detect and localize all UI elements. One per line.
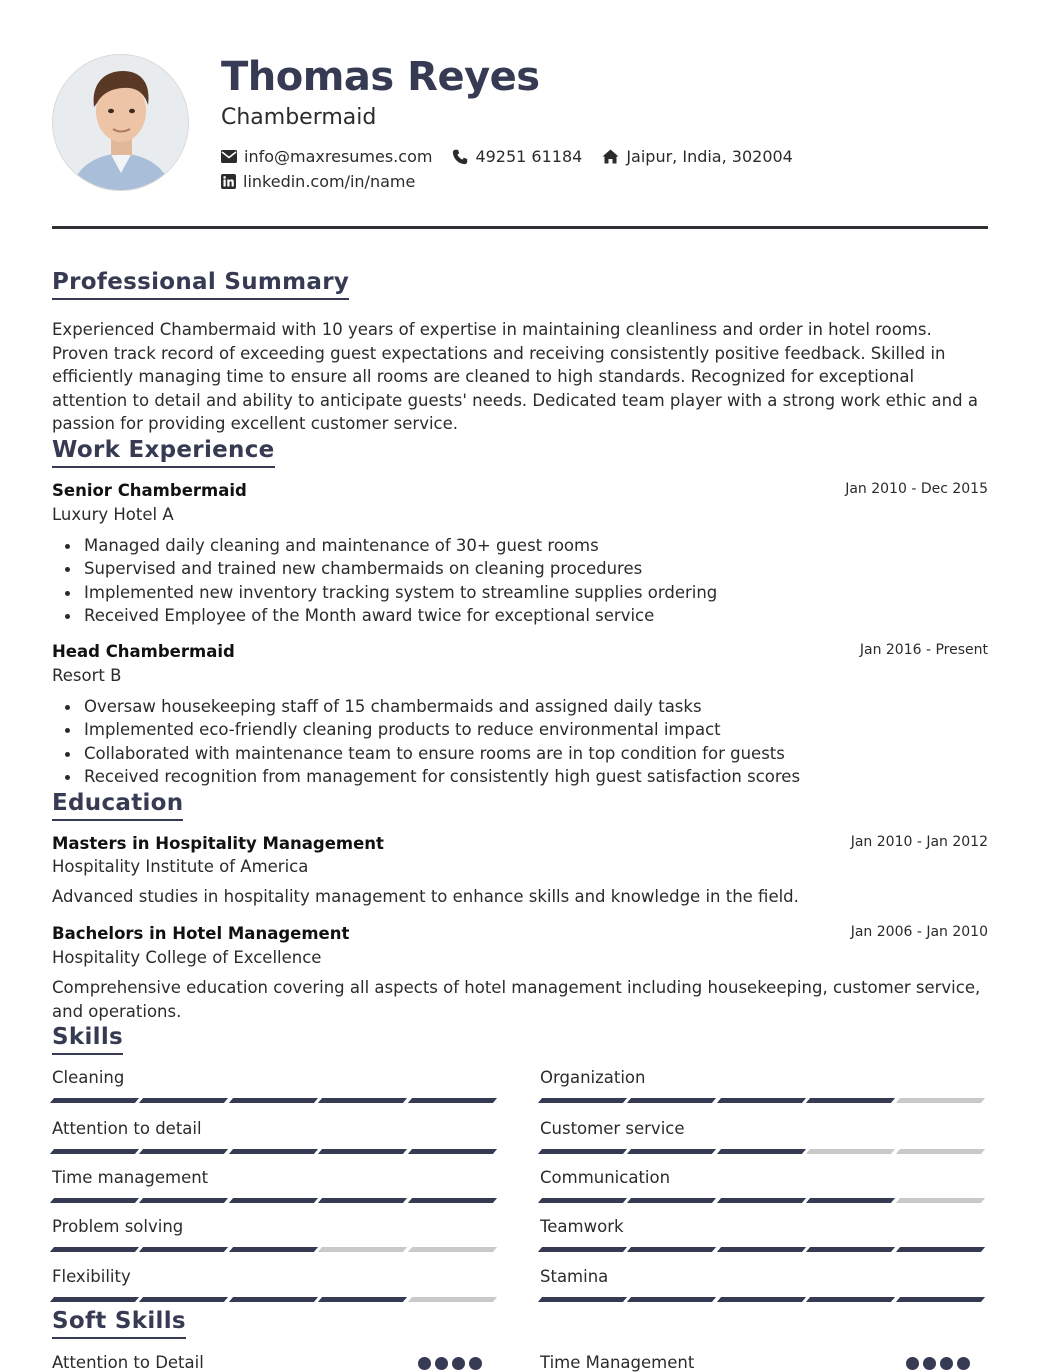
skill-segment-empty [896, 1149, 986, 1154]
rating-dot [469, 1357, 482, 1370]
skill-level-bar [540, 1198, 987, 1203]
skill-segment-filled [229, 1198, 319, 1203]
skill-name: Flexibility [52, 1267, 131, 1286]
education-heading: Education [52, 789, 183, 821]
skill-segment-filled [139, 1198, 229, 1203]
list-item: Collaborated with maintenance team to ensure rooms are in top condition for guests [52, 742, 952, 765]
skill-segment-filled [627, 1247, 717, 1252]
soft-skill-item [52, 1352, 482, 1372]
skill-segment-filled [318, 1198, 408, 1203]
skill-level-bar [540, 1247, 987, 1252]
list-item: Implemented new inventory tracking system to streamline supplies ordering [52, 581, 952, 604]
skill-level-bar [52, 1149, 499, 1154]
skill-segment-filled [139, 1247, 229, 1252]
skill-segment-filled [408, 1098, 498, 1103]
list-item: Received Employee of the Month award twice for exceptional service [52, 604, 952, 627]
degree-school: Hospitality College of Excellence [52, 948, 322, 967]
experience-heading: Work Experience [52, 436, 275, 468]
skill-segment-empty [806, 1149, 896, 1154]
degree-dates: Jan 2010 - Jan 2012 [850, 834, 988, 850]
summary-heading: Professional Summary [52, 268, 349, 300]
skill-segment-filled [717, 1297, 807, 1302]
skill-segment-filled [229, 1297, 319, 1302]
soft-skill-rating [414, 1357, 482, 1370]
skill-segment-filled [896, 1297, 986, 1302]
avatar-portrait [53, 55, 189, 191]
list-item: Managed daily cleaning and maintenance of 30+ guest rooms [52, 534, 952, 557]
skill-segment-filled [408, 1149, 498, 1154]
list-item: Implemented eco-friendly cleaning products to reduce environmental impact [52, 718, 952, 741]
skill-name: Attention to detail [52, 1119, 202, 1138]
candidate-name: Thomas Reyes [221, 54, 540, 100]
contact-phone[interactable] [452, 147, 582, 167]
skill-item [540, 1118, 987, 1154]
skill-segment-filled [717, 1098, 807, 1103]
skill-name: Organization [540, 1068, 646, 1087]
degree-description: Comprehensive education covering all aspects of hotel management including housekeeping, customer service, and operations. [52, 978, 981, 1021]
job-company: Resort B [52, 666, 122, 685]
skill-name: Problem solving [52, 1217, 184, 1236]
job-bullets [52, 695, 952, 788]
degree-description: Advanced studies in hospitality management to enhance skills and knowledge in the field. [52, 887, 799, 906]
header-divider [52, 226, 988, 229]
skill-segment-filled [50, 1098, 140, 1103]
skill-item [52, 1167, 499, 1203]
job-dates: Jan 2016 - Present [859, 642, 988, 658]
skill-item [540, 1167, 987, 1203]
skill-segment-filled [229, 1149, 319, 1154]
job-company: Luxury Hotel A [52, 505, 174, 524]
degree-title: Masters in Hospitality Management [52, 834, 384, 853]
skill-segment-filled [538, 1297, 628, 1302]
soft-skill-item [540, 1352, 970, 1372]
skill-name: Communication [540, 1168, 671, 1187]
phone-icon [452, 149, 468, 165]
skill-segment-filled [229, 1098, 319, 1103]
skill-segment-filled [627, 1297, 717, 1302]
candidate-title: Chambermaid [221, 105, 377, 130]
skill-item [52, 1266, 499, 1302]
skill-segment-filled [408, 1198, 498, 1203]
skill-segment-empty [896, 1198, 986, 1203]
envelope-icon [221, 150, 237, 163]
skill-segment-filled [50, 1149, 140, 1154]
skill-name: Cleaning [52, 1068, 125, 1087]
skill-segment-filled [717, 1198, 807, 1203]
skill-segment-filled [717, 1149, 807, 1154]
skill-segment-filled [627, 1198, 717, 1203]
skill-segment-filled [806, 1297, 896, 1302]
rating-dot [452, 1357, 465, 1370]
list-item: Oversaw housekeeping staff of 15 chambermaids and assigned daily tasks [52, 695, 952, 718]
list-item: Received recognition from management for consistently high guest satisfaction scores [52, 765, 952, 788]
skill-item [540, 1216, 987, 1252]
linkedin-text: linkedin.com/in/name [243, 171, 416, 191]
contact-linkedin[interactable] [221, 172, 415, 192]
summary-text: Experienced Chambermaid with 10 years of expertise in maintaining cleanliness and order in hotel rooms. Proven track record of exceeding guest expectations and receiving consistently positive feedback. Skilled in efficiently managing time to ensure all rooms are cleaned to high standards. Recognized for exceptional attention to detail and ability to anticipate guests' needs. Dedicated team player with a strong work ethic and a passion for providing excellent customer service. [52, 320, 978, 433]
rating-dot [923, 1357, 936, 1370]
skill-name: Teamwork [540, 1217, 624, 1236]
skill-segment-filled [627, 1098, 717, 1103]
skill-item [540, 1067, 987, 1103]
phone-text: 49251 61184 [475, 146, 583, 166]
skill-segment-filled [318, 1297, 408, 1302]
skill-segment-filled [139, 1297, 229, 1302]
skill-name: Stamina [540, 1267, 609, 1286]
location-text: Jaipur, India, 302004 [626, 146, 793, 166]
skill-level-bar [540, 1297, 987, 1302]
rating-dot [906, 1357, 919, 1370]
rating-dot [435, 1357, 448, 1370]
skill-item [540, 1266, 987, 1302]
skill-segment-empty [318, 1247, 408, 1252]
contact-email[interactable] [221, 147, 432, 167]
skill-level-bar [540, 1098, 987, 1103]
skill-segment-filled [538, 1247, 628, 1252]
skill-level-bar [52, 1098, 499, 1103]
skill-segment-filled [229, 1247, 319, 1252]
skill-level-bar [540, 1149, 987, 1154]
home-icon [602, 149, 619, 164]
rating-dot [940, 1357, 953, 1370]
skill-segment-filled [806, 1247, 896, 1252]
soft-skill-name: Time Management [540, 1353, 695, 1372]
job-dates: Jan 2010 - Dec 2015 [845, 481, 988, 497]
soft-skills-heading: Soft Skills [52, 1307, 186, 1339]
skill-segment-filled [318, 1098, 408, 1103]
resume-header [52, 54, 988, 194]
profile-photo [52, 54, 189, 191]
skill-item [52, 1216, 499, 1252]
skill-segment-empty [408, 1297, 498, 1302]
skill-segment-filled [538, 1098, 628, 1103]
skill-segment-filled [806, 1098, 896, 1103]
skill-segment-empty [896, 1098, 986, 1103]
rating-dot [957, 1357, 970, 1370]
skill-segment-filled [896, 1247, 986, 1252]
degree-school: Hospitality Institute of America [52, 857, 309, 876]
degree-title: Bachelors in Hotel Management [52, 924, 350, 943]
contact-info [221, 144, 813, 194]
skill-segment-filled [50, 1297, 140, 1302]
skill-segment-filled [50, 1198, 140, 1203]
skill-item [52, 1067, 499, 1103]
skill-segment-filled [538, 1149, 628, 1154]
skill-name: Time management [52, 1168, 209, 1187]
skill-segment-filled [627, 1149, 717, 1154]
job-title: Head Chambermaid [52, 642, 235, 661]
soft-skill-name: Attention to Detail [52, 1353, 204, 1372]
skill-segment-filled [717, 1247, 807, 1252]
skill-segment-filled [139, 1098, 229, 1103]
skill-level-bar [52, 1297, 499, 1302]
degree-dates: Jan 2006 - Jan 2010 [850, 924, 988, 940]
job-title: Senior Chambermaid [52, 481, 247, 500]
rating-dot [418, 1357, 431, 1370]
soft-skill-rating [902, 1357, 970, 1370]
skill-segment-filled [50, 1247, 140, 1252]
skill-level-bar [52, 1198, 499, 1203]
linkedin-icon [221, 174, 236, 189]
list-item: Supervised and trained new chambermaids on cleaning procedures [52, 557, 952, 580]
skill-item [52, 1118, 499, 1154]
skill-segment-filled [318, 1149, 408, 1154]
skills-heading: Skills [52, 1023, 123, 1055]
job-bullets [52, 534, 952, 627]
skill-segment-empty [408, 1247, 498, 1252]
skill-segment-filled [806, 1198, 896, 1203]
skill-segment-filled [538, 1198, 628, 1203]
skill-name: Customer service [540, 1119, 685, 1138]
contact-location [602, 147, 793, 167]
skill-level-bar [52, 1247, 499, 1252]
email-text: info@maxresumes.com [244, 146, 433, 166]
skill-segment-filled [139, 1149, 229, 1154]
